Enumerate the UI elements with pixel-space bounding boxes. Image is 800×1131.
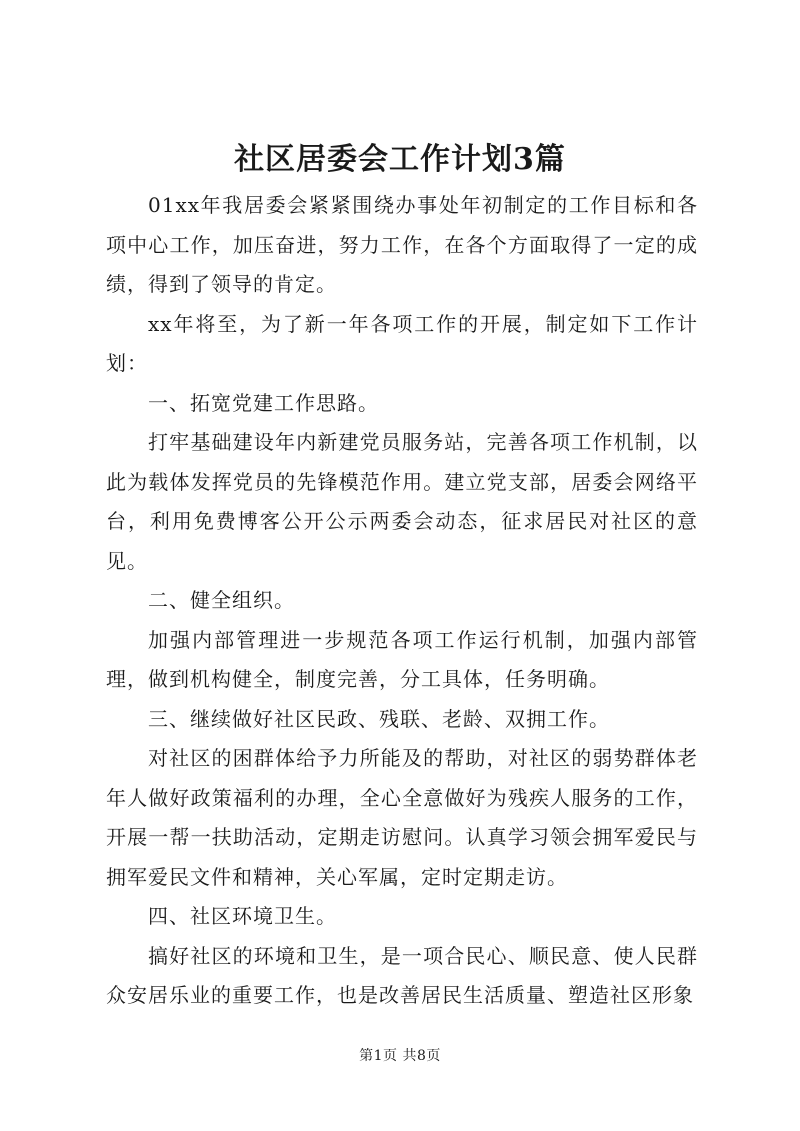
paragraph-civil-affairs: 对社区的困群体给予力所能及的帮助，对社区的弱势群体老年人做好政策福利的办理，全心全意做好为残疾人服务的工作，开展一帮一扶助活动，定期走访慰问。认真学习领会拥军爱民与拥军爱民文件和精神，关心军属，定时定期走访。 — [106, 746, 698, 889]
document-body — [106, 186, 698, 1016]
paragraph-plan-intro: xx年将至，为了新一年各项工作的开展，制定如下工作计划： — [106, 311, 698, 375]
paragraph-organization: 加强内部管理进一步规范各项工作运行机制，加强内部管理，做到机构健全，制度完善，分工具体，任务明确。 — [106, 627, 698, 691]
section-heading-civil-affairs: 三、继续做好社区民政、残联、老龄、双拥工作。 — [148, 706, 610, 731]
page-footer: 第1页 共8页 — [359, 1048, 441, 1064]
section-heading-party-building: 一、拓宽党建工作思路。 — [148, 390, 379, 415]
paragraph-environment: 搞好社区的环境和卫生，是一项合民心、顺民意、使人民群众安居乐业的重要工作，也是改善居民生活质量、塑造社区形象 — [106, 943, 698, 1007]
section-heading-environment: 四、社区环境卫生。 — [148, 904, 337, 928]
section-heading-organization: 二、健全组织。 — [148, 588, 295, 612]
paragraph-intro: 01xx年我居委会紧紧围绕办事处年初制定的工作目标和各项中心工作，加压奋进，努力工作，在各个方面取得了一定的成绩，得到了领导的肯定。 — [106, 193, 698, 296]
document-title: 社区居委会工作计划3篇 — [234, 142, 566, 177]
paragraph-party-building: 打牢基础建设年内新建党员服务站，完善各项工作机制，以此为载体发挥党员的先锋模范作用。建立党支部，居委会网络平台，利用免费博客公开公示两委会动态，征求居民对社区的意见。 — [106, 430, 698, 573]
